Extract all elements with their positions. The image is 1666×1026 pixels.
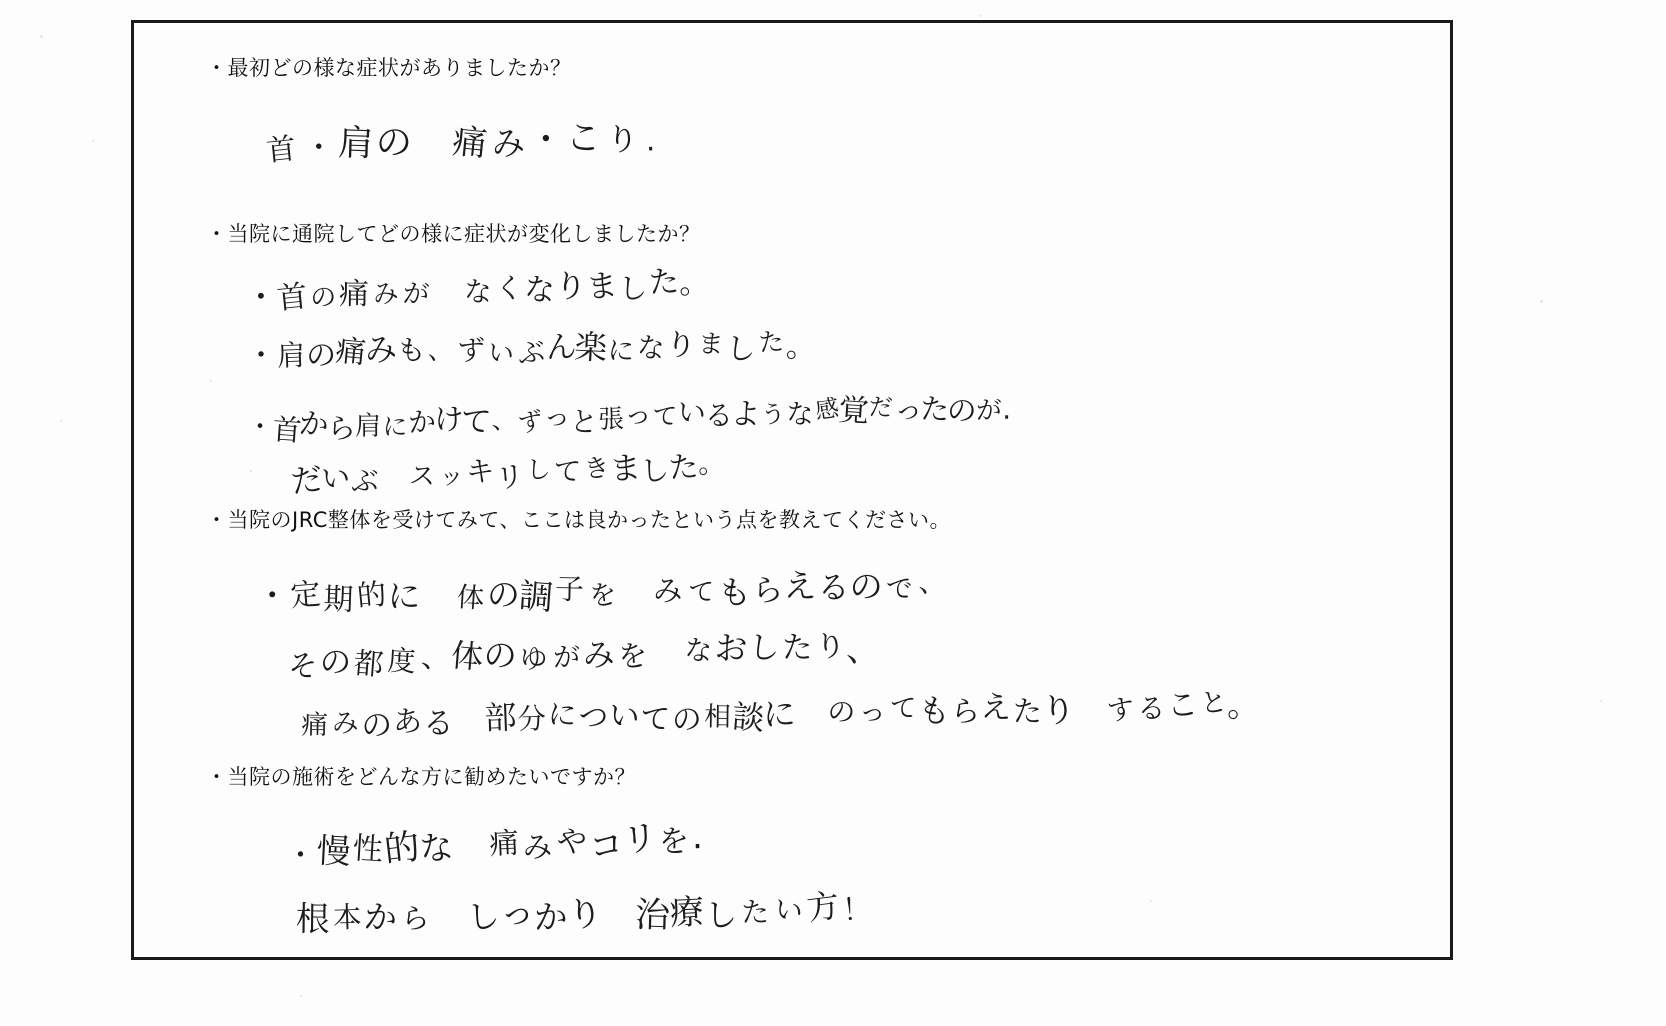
scan-speck [300,995,302,997]
scan-speck [60,420,62,422]
answer-1-line-1: 首・肩の 痛み・こり. [264,116,663,169]
answer-2-line-2: ・肩の痛みも、ずいぶん楽になりました。 [245,326,819,374]
question-3-prompt: ・当院のJRC整体を受けてみて、ここは良かったという点を教えてください。 [206,508,951,532]
question-4-prompt: ・当院の施術をどんな方に勧めたいですか？ [206,765,636,789]
scan-speck [1600,700,1602,702]
scan-speck [92,140,94,142]
question-1-prompt: ・最初どの様な症状がありましたか？ [206,56,572,80]
scan-speck [40,35,43,38]
scan-speck [1540,300,1543,303]
answer-3-line-1: ・定期的に 体の調子を みてもらえるので、 [256,565,951,619]
answer-2-line-1: ・首の痛みが なくなりました。 [244,263,714,317]
answer-4-line-2: 根本から しっかり 治療したい方！ [295,886,878,940]
answer-3-line-3: 痛みのある 部分についての相談に のってもらえたり すること。 [301,685,1265,745]
answer-2-line-3: ・首から肩にかけて、ずっと張っているような感覚だったのが. [247,392,1015,449]
answer-2-line-4: だいぶ スッキリしてきました。 [288,448,729,501]
answer-4-line-1: ・慢性的な 痛みやコリを. [284,816,708,875]
scan-speck [980,15,982,17]
answer-3-line-2: その都度、体のゆがみを なおしたり、 [285,626,886,686]
question-2-prompt: ・当院に通院してどの様に症状が変化しましたか？ [206,222,701,246]
